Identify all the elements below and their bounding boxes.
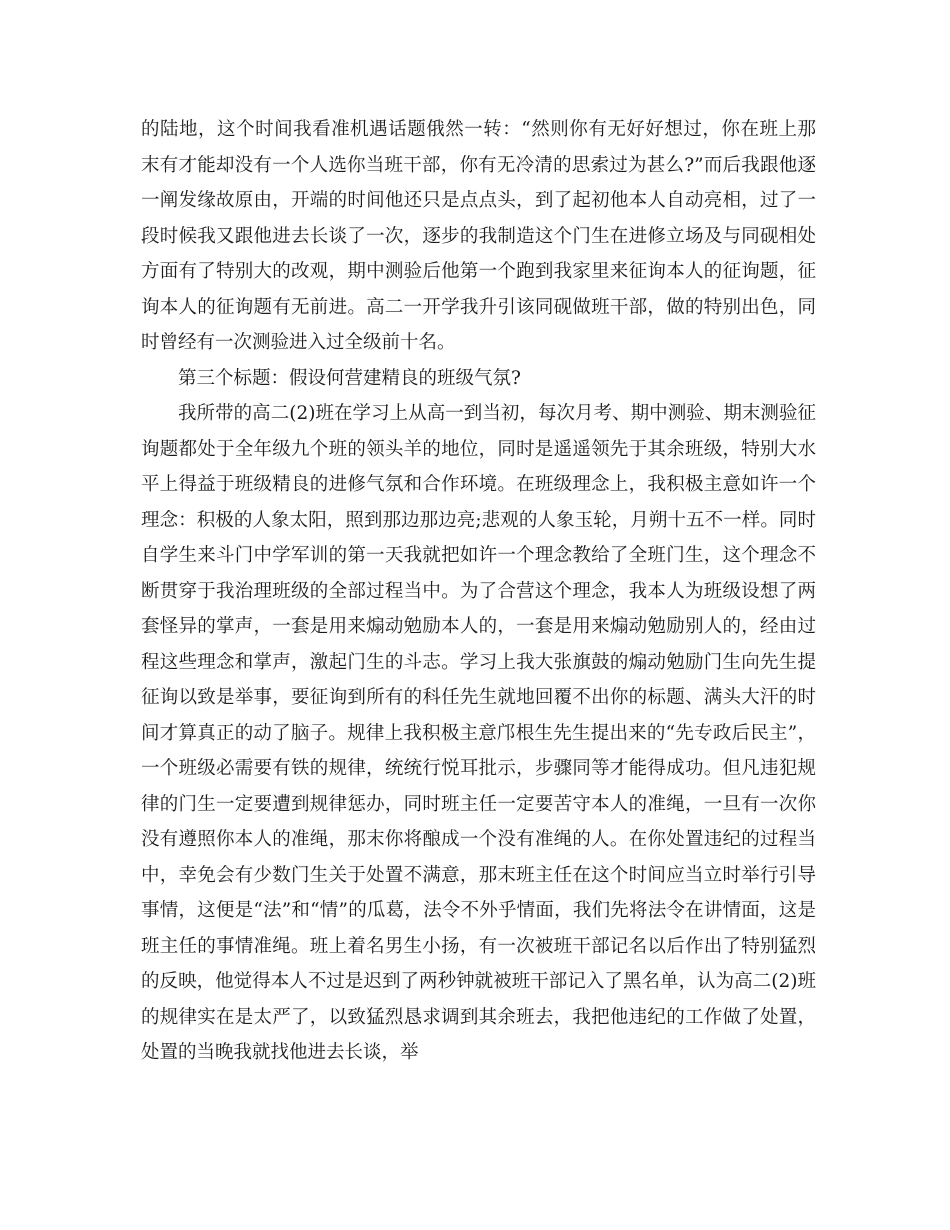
paragraph-1: 的陆地，这个时间我看准机遇话题俄然一转：“然则你有无好好想过，你在班上那末有才能却没有一个人选你当班干部，你有无冷清的思索过为甚么?”而后我跟他逐一阐发缘故原由，开端的时间他还只是点点头，到了起初他本人自动亮相，过了一段时候我又跟他进去长谈了一次，逐步的我制造这个门生在进修立场及与同砚相处方面有了特别大的改观，期中测验后他第一个跑到我家里来征询本人的征询题，征询本人的征询题有无前进。高二一开学我升引该同砚做班干部，做的特别出色，同时曾经有一次测验进入过全级前十名。 <box>141 119 816 353</box>
document-body <box>141 112 816 1071</box>
paragraph-3: 我所带的高二(2)班在学习上从高一到当初，每次月考、期中测验、期末测验征询题都处于全年级九个班的领头羊的地位，同时是遥遥领先于其余班级，特别大水平上得益于班级精良的进修气氛和合作环境。在班级理念上，我积极主意如许一个理念：积极的人象太阳，照到那边那边亮;悲观的人象玉轮，月朔十五不一样。同时自学生来斗门中学军训的第一天我就把如许一个理念教给了全班门生，这个理念不断贯穿于我治理班级的全部过程当中。为了合营这个理念，我本人为班级设想了两套怪异的掌声，一套是用来煽动勉励本人的，一套是用来煽动勉励别人的，经由过程这些理念和掌声，激起门生的斗志。学习上我大张旗鼓的煽动勉励门生向先生提征询以致是举事，要征询到所有的科任先生就地回覆不出你的标题、满头大汗的时间才算真正的动了脑子。规律上我积极主意邝根生先生提出来的“先专政后民主”，一个班级必需要有铁的规律，统统行悦耳批示，步骤同等才能得成功。但凡违犯规律的门生一定要遭到规律惩办，同时班主任一定要苦守本人的准绳，一旦有一次你没有遵照你本人的准绳，那末你将酿成一个没有准绳的人。在你处置违纪的过程当中，幸免会有少数门生关于处置不满意，那末班主任在这个时间应当立时举行引导事情，这便是“法”和“情”的瓜葛，法令不外乎情面，我们先将法令在讲情面，这是班主任的事情准绳。班上着名男生小扬，有一次被班干部记名以后作出了特别猛烈的反映，他觉得本人不过是迟到了两秒钟就被班干部记入了黑名单，认为高二(2)班的规律实在是太严了，以致猛烈恳求调到其余班去，我把他违纪的工作做了处置，处置的当晚我就找他进去长谈，举 <box>141 403 816 1063</box>
section-heading-3: 第三个标题：假设何营建精良的班级气氛? <box>178 367 521 389</box>
